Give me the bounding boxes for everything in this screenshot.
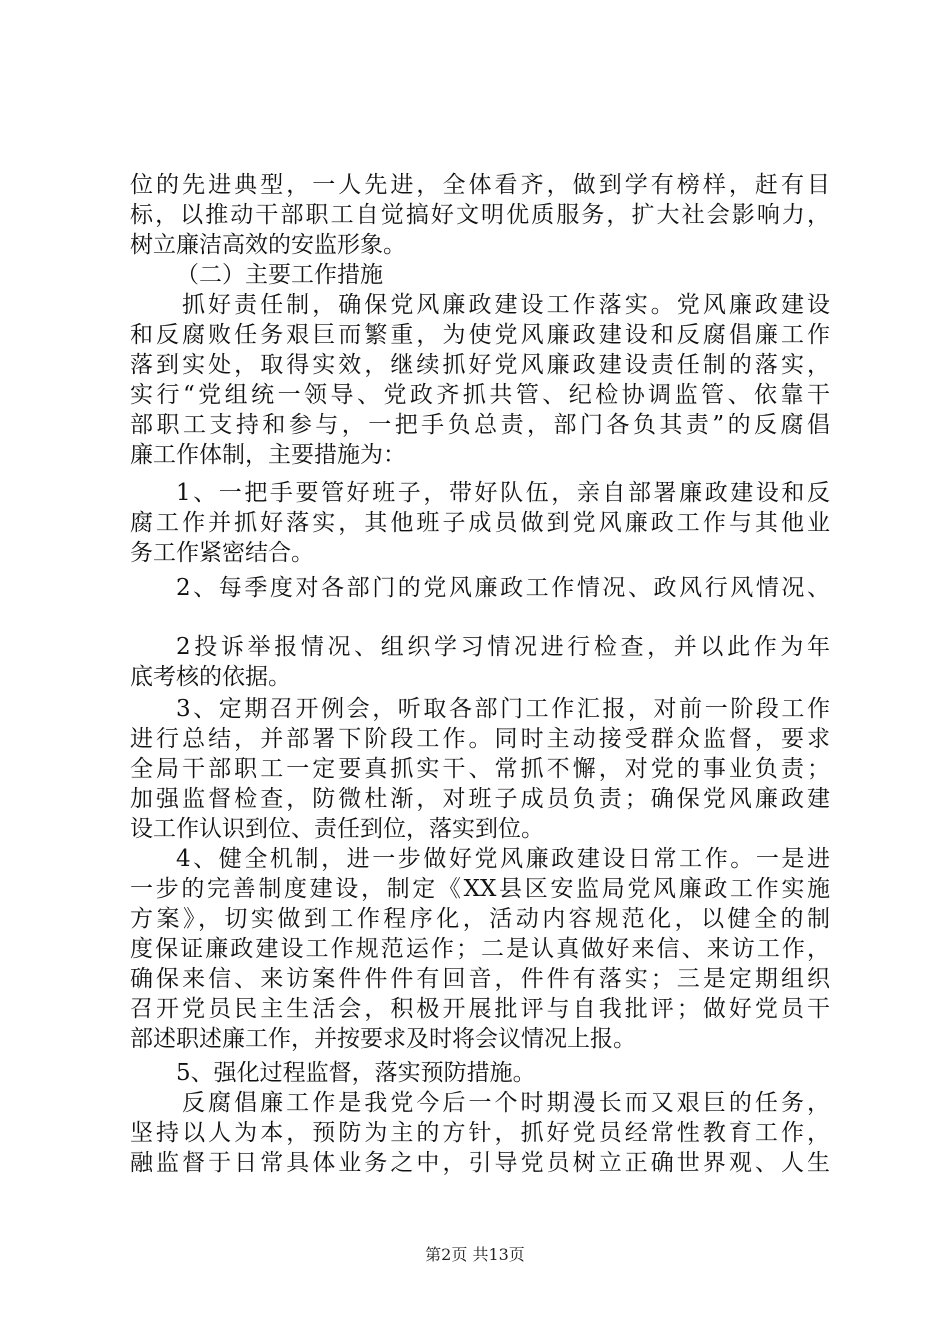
section-heading: （二）主要工作措施 [176,262,383,288]
body-line: 树立廉洁高效的安监形象。 [130,232,406,258]
body-line: 部述职述廉工作，并按要求及时将会议情况上报。 [130,1026,636,1052]
list-item-2: 2、每季度对各部门的党风廉政工作情况、政风行风情况、 [176,575,830,601]
body-line: 方案》，切实做到工作程序化，活动内容规范化，以健全的制 [130,906,830,932]
list-item-5: 5、强化过程监督，落实预防措施。 [176,1060,536,1086]
body-line: 实行“党组统一领导、党政齐抓共管、纪检协调监管、依靠干 [130,382,830,408]
body-line: 腐工作并抓好落实，其他班子成员做到党风廉政工作与其他业 [130,510,830,536]
body-line: 务工作紧密结合。 [130,540,314,566]
body-line: 标，以推动干部职工自觉搞好文明优质服务，扩大社会影响力， [130,202,830,228]
body-line: 落到实处，取得实效，继续抓好党风廉政建设责任制的落实， [130,352,830,378]
body-line: 廉工作体制，主要措施为： [130,442,406,468]
page-footer: 第2页 共13页 [425,1245,525,1264]
body-line: 坚持以人为本，预防为主的方针，抓好党员经常性教育工作， [130,1120,830,1146]
body-line: 反腐倡廉工作是我党今后一个时期漫长而又艰巨的任务， [182,1090,830,1116]
body-line: 部职工支持和参与，一把手负总责，部门各负其责”的反腐倡 [130,412,830,438]
body-line: 一步的完善制度建设，制定《XX县区安监局党风廉政工作实施 [130,876,830,902]
body-line: 融监督于日常具体业务之中，引导党员树立正确世界观、人生 [130,1150,830,1176]
body-line: 进行总结，并部署下阶段工作。同时主动接受群众监督，要求 [130,726,830,752]
list-item-1: 1、一把手要管好班子，带好队伍，亲自部署廉政建设和反 [176,480,830,506]
body-line: 抓好责任制，确保党风廉政建设工作落实。党风廉政建设 [182,292,830,318]
list-item-3: 3、定期召开例会，听取各部门工作汇报，对前一阶段工作 [176,696,830,722]
body-line: 召开党员民主生活会，积极开展批评与自我批评；做好党员干 [130,996,830,1022]
list-item-4: 4、健全机制，进一步做好党风廉政建设日常工作。一是进 [176,846,830,872]
body-line: 加强监督检查，防微杜渐，对班子成员负责；确保党风廉政建 [130,786,830,812]
body-line: 底考核的依据。 [130,664,291,690]
body-line: 和反腐败任务艰巨而繁重，为使党风廉政建设和反腐倡廉工作 [130,322,830,348]
body-line: 确保来信、来访案件件件有回音，件件有落实；三是定期组织 [130,966,830,992]
body-line: 2投诉举报情况、组织学习情况进行检查，并以此作为年 [176,634,830,660]
body-line: 设工作认识到位、责任到位，落实到位。 [130,816,544,842]
body-line: 度保证廉政建设工作规范运作；二是认真做好来信、来访工作， [130,936,830,962]
body-line: 位的先进典型，一人先进，全体看齐，做到学有榜样，赶有目 [130,172,830,198]
body-line: 全局干部职工一定要真抓实干、常抓不懈，对党的事业负责； [130,756,830,782]
